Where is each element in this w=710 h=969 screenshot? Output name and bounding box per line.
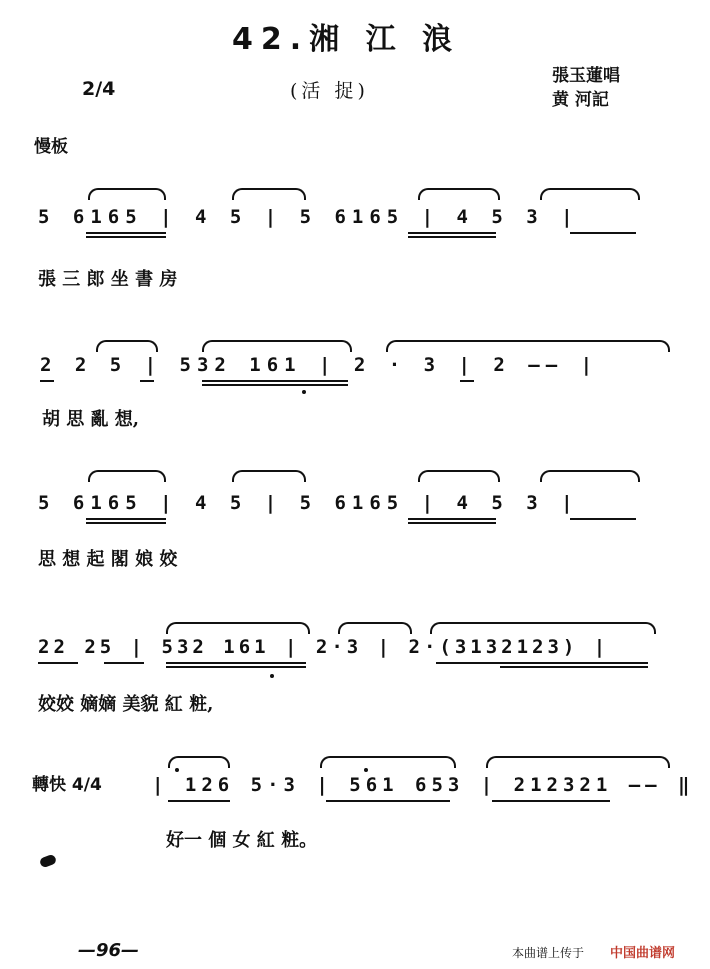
slur — [540, 188, 640, 200]
lyrics-line-2: 胡 思 亂 想, — [42, 409, 140, 430]
tempo-marking-fast: 轉快 4/4 — [32, 775, 102, 795]
underline — [86, 232, 166, 234]
underline — [460, 380, 474, 382]
slur — [386, 340, 670, 352]
underline — [38, 662, 78, 664]
underline — [436, 662, 648, 664]
underline — [570, 232, 636, 234]
underline — [86, 236, 166, 238]
slur — [232, 470, 306, 482]
jianpu-notes: 2 2 5 | 532 161 | 2 · 3 | 2 —— | — [40, 354, 599, 376]
lyrics-line-5: 好一 個 女 紅 粧。 — [166, 830, 318, 851]
jianpu-notes: | 126 5·3 | 561 653 | 212321 —— ‖ — [152, 774, 695, 796]
staff-line-3 — [0, 470, 710, 530]
underline — [168, 800, 230, 802]
slur — [486, 756, 670, 768]
underline — [408, 236, 496, 238]
slur — [418, 470, 500, 482]
site-logo[interactable]: 中国曲谱网 — [610, 946, 676, 961]
slur — [540, 470, 640, 482]
staff-line-1 — [0, 188, 710, 248]
staff-line-2 — [0, 340, 710, 400]
slur — [418, 188, 500, 200]
song-subtitle: (活 捉) — [290, 80, 369, 102]
time-signature: 2/4 — [82, 78, 116, 100]
slur — [168, 756, 230, 768]
underline — [202, 384, 348, 386]
underline — [492, 800, 610, 802]
lyrics-line-3: 思 想 起 閣 娘 姣 — [38, 549, 178, 570]
tempo-marking-slow: 慢板 — [34, 137, 68, 157]
underline — [104, 662, 144, 664]
slur — [232, 188, 306, 200]
slur — [88, 188, 166, 200]
underline — [40, 380, 54, 382]
underline — [408, 518, 496, 520]
credits — [552, 64, 620, 112]
underline — [86, 518, 166, 520]
low-octave-dot — [302, 390, 306, 394]
slur — [88, 470, 166, 482]
slur — [96, 340, 158, 352]
slur — [166, 622, 310, 634]
upload-note: 本曲谱上传于 — [512, 946, 585, 960]
jianpu-notes: 5 6165 | 4 5 | 5 6165 | 4 5 3 | — [38, 492, 579, 514]
ink-blot — [39, 854, 57, 869]
slur — [320, 756, 456, 768]
slur — [202, 340, 352, 352]
staff-line-5 — [0, 756, 710, 816]
underline — [326, 800, 450, 802]
page-number: —96— — [78, 940, 140, 961]
underline — [140, 380, 154, 382]
slur — [338, 622, 412, 634]
singer-credit: 張玉蓮唱 — [552, 66, 620, 86]
underline — [408, 232, 496, 234]
underline — [500, 666, 648, 668]
low-octave-dot — [270, 674, 274, 678]
song-title: 42.湘 江 浪 — [232, 22, 461, 57]
high-octave-dot — [364, 768, 368, 772]
transcriber-credit: 黄 河記 — [552, 90, 609, 110]
staff-line-4 — [0, 622, 710, 682]
jianpu-notes: 22 25 | 532 161 | 2·3 | 2·(3132123) | — [38, 636, 610, 658]
underline — [86, 522, 166, 524]
slur — [430, 622, 656, 634]
lyrics-line-1: 張 三 郎 坐 書 房 — [38, 269, 178, 290]
high-octave-dot — [175, 768, 179, 772]
underline — [166, 662, 306, 664]
underline — [570, 518, 636, 520]
underline — [408, 522, 496, 524]
jianpu-notes: 5 6165 | 4 5 | 5 6165 | 4 5 3 | — [38, 206, 579, 228]
underline — [166, 666, 306, 668]
underline — [202, 380, 348, 382]
lyrics-line-4: 姣姣 嫡嫡 美貌 紅 粧, — [38, 694, 214, 715]
